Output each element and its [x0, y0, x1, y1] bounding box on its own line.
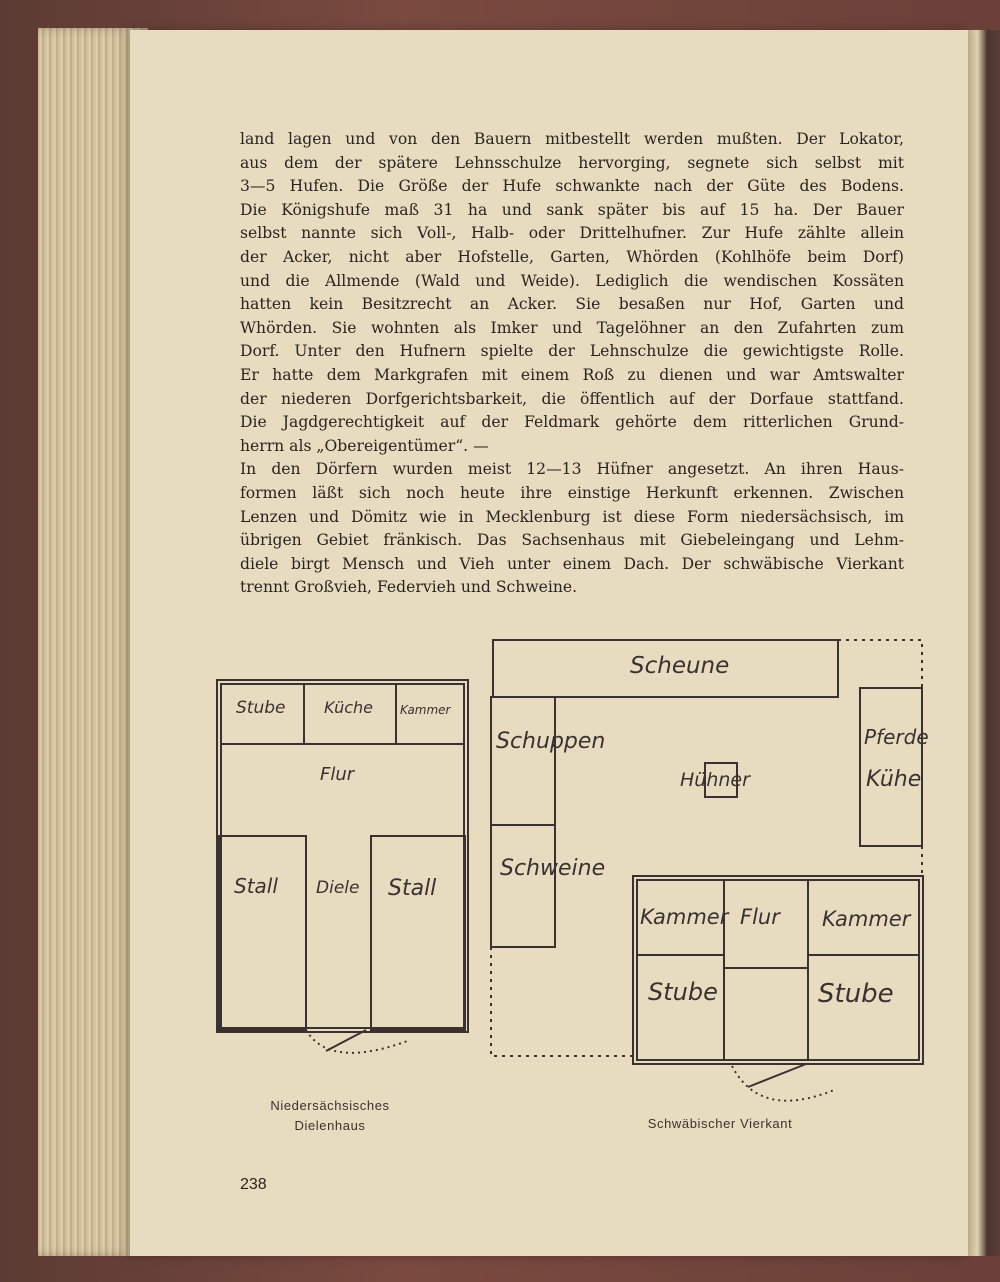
text-line: land lagen und von den Bauern mitbestellt werden mußten. Der Lokator,: [240, 130, 904, 148]
left-plan-outer-wall: [217, 680, 468, 1032]
text-line: Er hatte dem Markgrafen mit einem Roß zu dienen und war Amtswalter: [240, 365, 904, 384]
text-line: der niederen Dorfgerichtsbarkeit, die öffentlich auf der Dorfaue stattfand.: [240, 389, 904, 408]
text-line: trennt Großvieh, Federvieh und Schweine.: [240, 578, 578, 597]
text-line: Lenzen und Dömitz wie in Mecklenburg ist diese Form niedersächsisch, im: [240, 507, 904, 526]
caption-line: Niedersächsisches: [270, 1098, 390, 1113]
label-stube-left: Stube: [648, 978, 718, 1006]
text-line: übrigen Gebiet fränkisch. Das Sachsenhaus mit Giebeleingang und Lehm-: [240, 531, 904, 550]
text-line: der Acker, nicht aber Hofstelle, Garten, Whörden (Kohlhöfe beim Dorf): [240, 247, 904, 266]
right-plan-caption: Schwäbischer Vierkant: [647, 1116, 793, 1131]
stall-right-box: [371, 836, 465, 1030]
text-line: hatten kein Besitzrecht an Acker. Sie besaßen nur Hof, Garten und: [240, 295, 904, 314]
caption-line: Dielenhaus: [294, 1118, 366, 1133]
label-huehner: Hühner: [680, 769, 750, 791]
label-flur: Flur: [320, 764, 355, 785]
text-line: aus dem der spätere Lehnsschulze hervorging, segnete sich selbst mit: [240, 153, 904, 172]
text-line: 3—5 Hufen. Die Größe der Hufe schwankte nach der Güte des Bodens.: [240, 177, 904, 196]
label-kammer: Kammer: [400, 703, 451, 717]
left-plan-door: [326, 1030, 366, 1051]
text-line: In den Dörfern wurden meist 12—13 Hüfner angesetzt. An ihren Haus-: [240, 460, 904, 479]
label-schuppen: Schuppen: [496, 729, 606, 754]
text-line: Dorf. Unter den Hufnern spielte der Lehnschulze die gewichtigste Rolle.: [240, 342, 904, 361]
label-flur-right: Flur: [740, 905, 780, 929]
right-plan-gate-swing: [732, 1066, 834, 1101]
left-floor-plan: [217, 680, 468, 1053]
text-line: formen läßt sich noch heute ihre einstige Herkunft erkennen. Zwischen: [240, 483, 904, 502]
stall-left-box: [219, 836, 306, 1030]
label-kueche: Küche: [324, 698, 373, 717]
left-plan-inner-wall: [221, 684, 464, 1028]
right-plan-gate: [748, 1064, 806, 1087]
label-kammer-right: Kammer: [822, 907, 911, 931]
label-scheune: Scheune: [630, 653, 730, 679]
text-line: und die Allmende (Wald und Weide). Lediglich die wendischen Kossäten: [240, 271, 904, 290]
label-kuehe: Kühe: [866, 767, 922, 792]
label-pferde: Pferde: [864, 725, 929, 749]
text-line: Whörden. Sie wohnten als Imker und Tagelöhner an den Zufahrten zum: [240, 318, 904, 337]
page-number: 238: [240, 1176, 267, 1193]
label-stube-right: Stube: [818, 979, 894, 1009]
label-stall-left: Stall: [234, 874, 278, 898]
label-stube: Stube: [236, 698, 286, 718]
text-line: diele birgt Mensch und Vieh unter einem Dach. Der schwäbische Vierkant: [240, 554, 904, 573]
left-plan-caption: [240, 1096, 420, 1136]
text-line: selbst nannte sich Voll-, Halb- oder Drittelhufner. Zur Hufe zählte allein: [240, 224, 904, 243]
text-line: Die Jagdgerechtigkeit auf der Feldmark gehörte dem ritterlichen Grund-: [240, 413, 904, 432]
label-stall-right: Stall: [388, 876, 437, 901]
label-kammer-left: Kammer: [640, 905, 729, 929]
text-line: herrn als „Obereigentümer“. —: [240, 436, 489, 455]
text-line: Die Königshufe maß 31 ha und sank später bis auf 15 ha. Der Bauer: [240, 200, 904, 219]
label-schweine: Schweine: [500, 856, 606, 881]
label-diele: Diele: [316, 878, 360, 898]
